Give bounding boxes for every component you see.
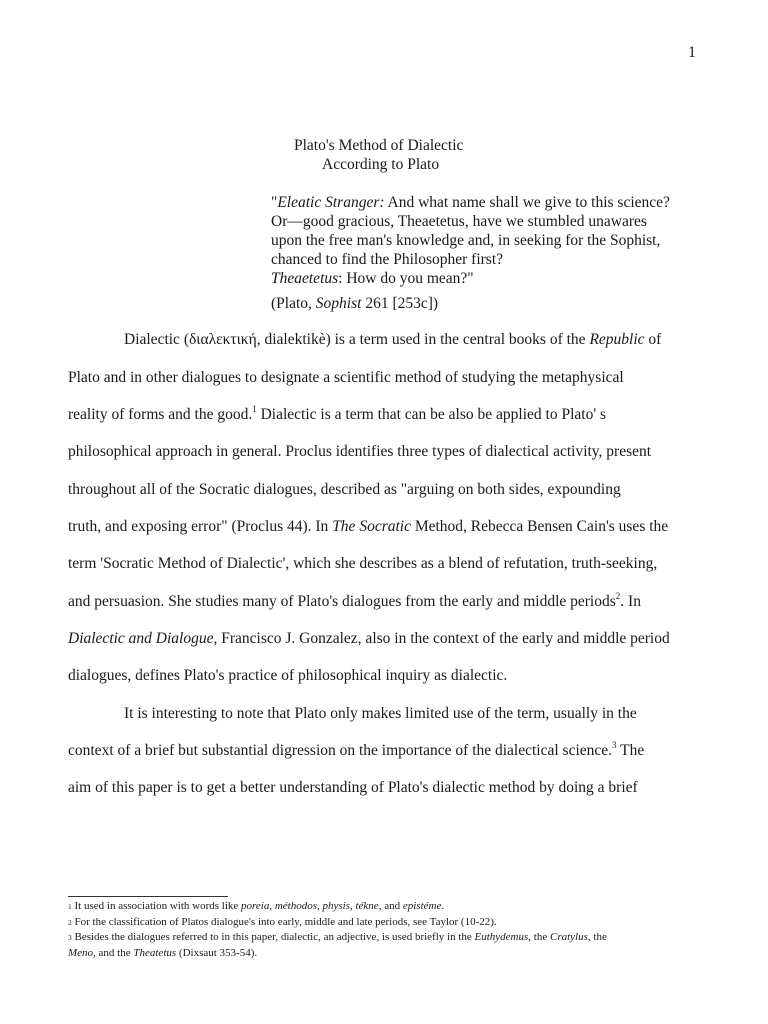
text-line: reality of forms and the good.$^1$ Dialectic is a term that can be also be applied to Plato' s <box>68 404 607 423</box>
footnote-3: $^3$ Besides the dialogues referred to in this paper, dialectic, an adjective, is used briefly in the Euthydemus, the Cratylus, the <box>68 931 607 943</box>
page-number: 1 <box>688 44 696 61</box>
text-line: philosophical approach in general. Proclus identifies three types of dialectical activity, present <box>68 443 652 460</box>
epigraph-line: Or—good gracious, Theaetetus, have we stumbled unawares <box>271 213 647 230</box>
text-line: Plato and in other dialogues to designate a scientific method of studying the metaphysical <box>68 369 624 386</box>
title-line-2: According to Plato <box>322 156 440 173</box>
text-line: dialogues, defines Plato's practice of philosophical inquiry as dialectic. <box>68 667 508 684</box>
epigraph-line: upon the free man's knowledge and, in seeking for the Sophist, <box>271 232 661 249</box>
title-line-1: Plato's Method of Dialectic <box>294 137 464 154</box>
text-line: truth, and exposing error" (Proclus 44). In The Socratic Method, Rebecca Bensen Cain's uses the <box>68 518 669 535</box>
footnote-ref[interactable]: 1 <box>252 404 257 414</box>
text-line: Dialectic and Dialogue, Francisco J. Gonzalez, also in the context of the early and middle period <box>68 630 670 647</box>
text-line: It is interesting to note that Plato only makes limited use of the term, usually in the <box>124 705 637 722</box>
text-line: throughout all of the Socratic dialogues, described as "arguing on both sides, expounding <box>68 481 621 498</box>
text-line: term 'Socratic Method of Dialectic', which she describes as a blend of refutation, truth-seeking, <box>68 555 658 572</box>
text-line: Dialectic (διαλεκτική, dialektikè) is a term used in the central books of the Republic of <box>124 331 662 348</box>
text-line: aim of this paper is to get a better understanding of Plato's dialectic method by doing a brief <box>68 779 638 796</box>
footnote-ref[interactable]: 2 <box>615 591 621 601</box>
speaker-name: Theaetetus <box>271 270 339 287</box>
epigraph <box>271 193 711 313</box>
text-line: context of a brief but substantial digression on the importance of the dialectical science.$^3$ The <box>68 740 645 759</box>
footnotes <box>68 899 718 961</box>
page-title <box>294 136 463 174</box>
footnote-3-continued: Meno, and the Theatetus (Dixsaut 353-54). <box>68 946 258 959</box>
text-line: and persuasion. She studies many of Plato's dialogues from the early and middle periods$^2$. In <box>68 591 641 610</box>
epigraph-citation: (Plato, Sophist 261 [253c]) <box>271 295 439 312</box>
epigraph-line: "Eleatic Stranger: And what name shall we give to this science? <box>271 194 670 211</box>
footnote-ref[interactable]: 3 <box>612 740 617 750</box>
footnote-separator <box>68 896 228 897</box>
footnote-1: $^1$ It used in association with words like poreia, méthodos, physis, tékne, and epistéme. <box>68 900 445 912</box>
epigraph-line: Theaetetus: How do you mean?" <box>271 270 474 287</box>
epigraph-line: chanced to find the Philosopher first? <box>271 251 504 268</box>
speaker-name: Eleatic Stranger: <box>277 194 385 211</box>
footnote-2: $^2$ For the classification of Platos dialogue's into early, middle and late periods, see Taylor (10-22). <box>68 915 497 928</box>
